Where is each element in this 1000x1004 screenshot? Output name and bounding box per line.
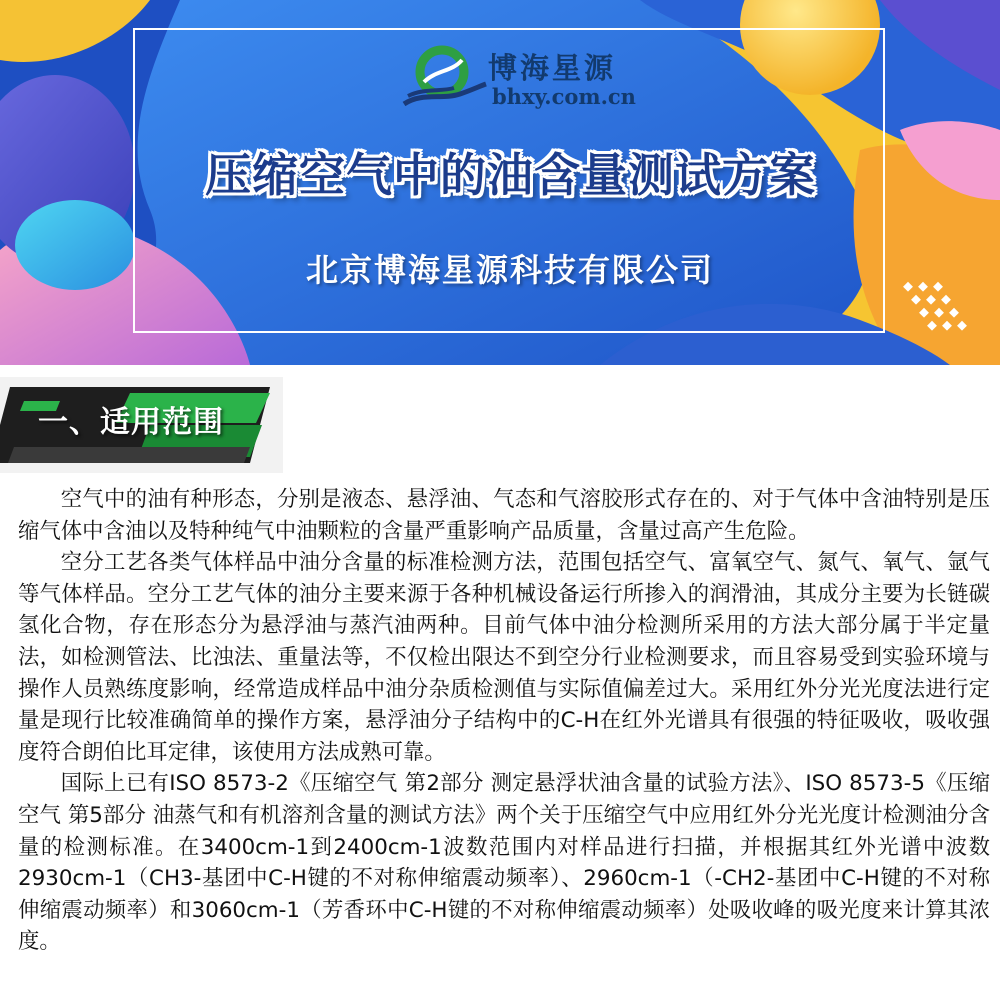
paragraph: 国际上已有ISO 8573-2《压缩空气 第2部分 测定悬浮状油含量的试验方法》、ISO 8573-5《压缩空气 第5部分 油蒸气和有机溶剂含量的测试方法》两个关于压缩空气中应用红外分光光度计检测油分含量的检测标准。在3400cm-1到2400cm-1波数范围内对样品进行扫描，并根据其红外光谱中波数2930cm-1（CH3-基团中C-H键的不对称伸缩震动频率）、2960cm-1（-CH2-基团中C-H键的不对称伸缩震动频率）和3060cm-1（芳香环中C-H键的不对称伸缩震动频率）处吸收峰的吸光度来计算其浓度。 bbox=[18, 771, 990, 955]
paragraph: 空气中的油有种形态，分别是液态、悬浮油、气态和气溶胶形式存在的、对于气体中含油特别是压缩气体中含油以及特种纯气中油颗粒的含量严重影响产品质量，含量过高产生危险。 bbox=[18, 487, 990, 544]
logo-name: 博海星源 bbox=[488, 51, 617, 85]
logo-url: bhxy.com.cn bbox=[492, 84, 636, 109]
header-banner bbox=[0, 0, 1000, 365]
company-name: 北京博海星源科技有限公司 bbox=[305, 251, 714, 289]
paragraph: 空分工艺各类气体样品中油分含量的标准检测方法，范围包括空气、富氧空气、氮气、氧气、氩气等气体样品。空分工艺气体的油分主要来源于各种机械设备运行所掺入的润滑油，其成分主要为长链碳氢化合物，存在形态分为悬浮油与蒸汽油两种。目前气体中油分检测所采用的方法大部分属于半定量法，如检测管法、比浊法、重量法等，不仅检出限达不到空分行业检测要求，而且容易受到实验环境与操作人员熟练度影响，经常造成样品中油分杂质检测值与实际值偏差过大。采用红外分光光度法进行定量是现行比较准确简单的操作方案，悬浮油分子结构中的C-H在红外光谱具有很强的特征吸收，吸收强度符合朗伯比耳定律，该使用方法成熟可靠。 bbox=[18, 550, 990, 765]
page-title: 压缩空气中的油含量测试方案 bbox=[205, 148, 816, 202]
section-heading: 一、适用范围 bbox=[38, 405, 224, 440]
body-content bbox=[18, 484, 990, 958]
